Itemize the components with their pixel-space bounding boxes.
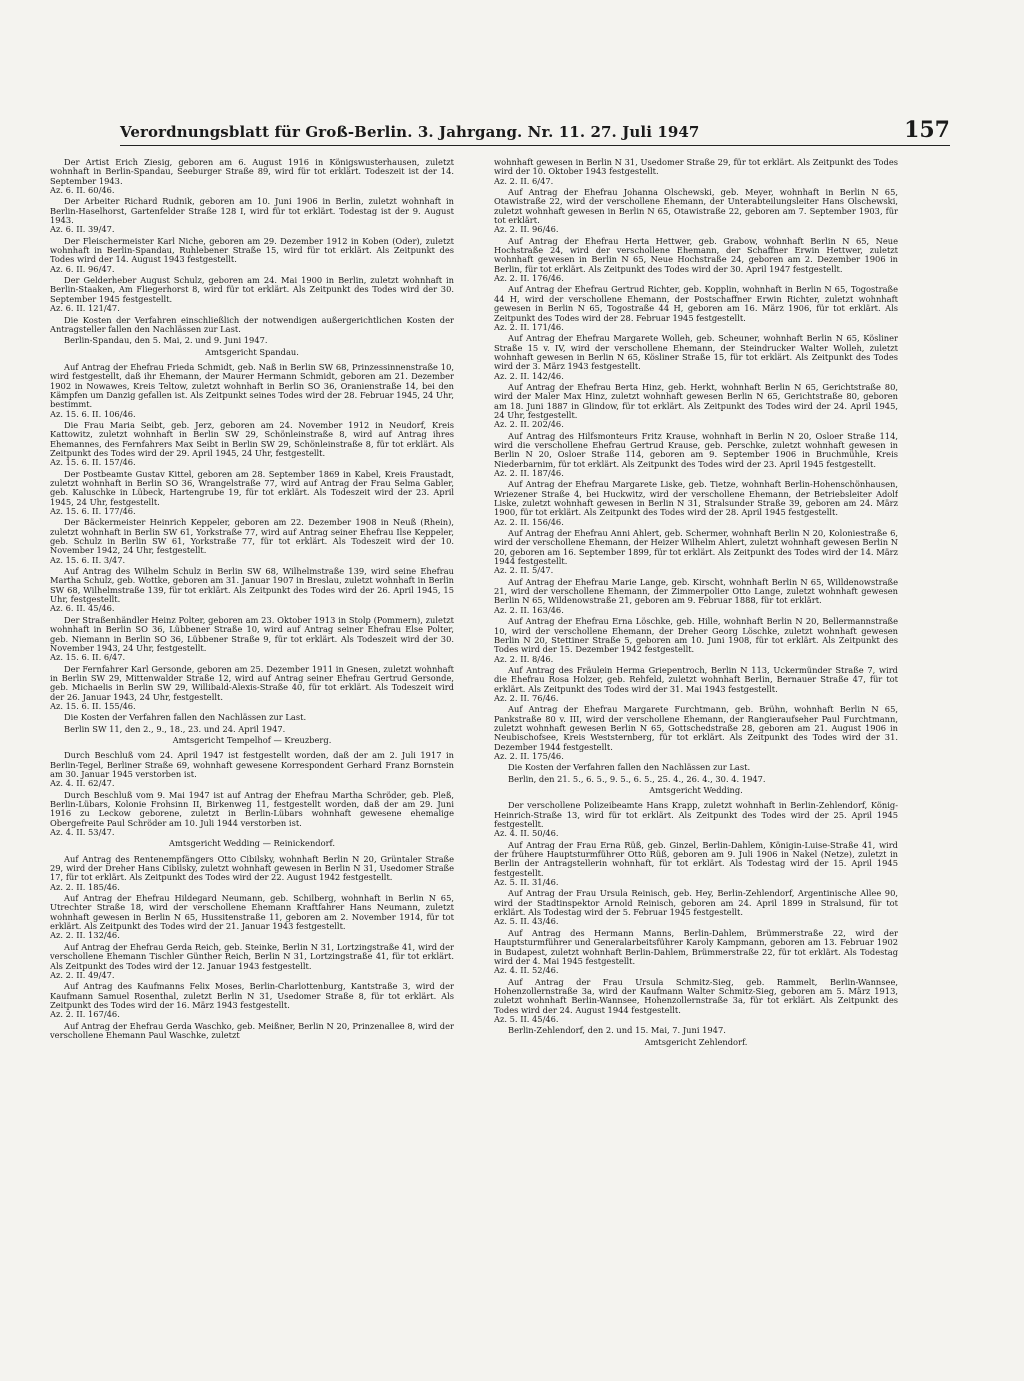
notice-entry [50, 470, 454, 517]
notice-text: Auf Antrag der Ehefrau Herta Hettwer, geb. Grabow, wohnhaft Berlin N 65, Neue Hochstraße 24, wird der verschollene Ehemann, der Schaffner Erwin Hettwer, zuletzt wohnhaft gewesen in Berlin N 65, Neue Hochstraße 24, geboren am 2. Dezember 1906 in Berlin, für tot erklärt. Als Zeitpunkt des Todes wird der 30. April 1947 festgestellt. [494, 235, 898, 274]
notice-entry [50, 616, 454, 663]
case-reference: Az. 5. II. 31/46. [494, 877, 559, 888]
notice-entry [494, 285, 898, 332]
notice-entry [494, 841, 898, 888]
notice-entry [50, 316, 454, 335]
notice-text: Auf Antrag der Ehefrau Margarete Wolleh, geb. Scheuner, wohnhaft Berlin N 65, Kösliner Straße 15 v. IV, wird der verschollene Ehemann, der Steindrucker Walter Wolleh, zuletzt wohnhaft gewesen in Berlin N 65, Kösliner Straße 15, für tot erklärt. Als Zeitpunkt des Todes wird der 3. März 1943 festgestellt. [494, 333, 898, 372]
notice-text: Die Frau Maria Seibt, geb. Jerz, geboren am 24. November 1912 in Neudorf, Kreis Kattowitz, zuletzt wohnhaft in Berlin SW 29, Schönleinstraße 8, wird auf Antrag ihres Ehemannes, des Fernfahrers Max Seibt in Berlin SW 29, Schönleinstraße 8, für tot erklärt. Als Zeitpunkt des Todes wird der 29. April 1945, 24 Uhr, festgestellt. [50, 419, 454, 458]
notice-entry [50, 336, 454, 357]
notice-entry [494, 889, 898, 926]
notice-text: Auf Antrag des Hilfsmonteurs Fritz Krause, wohnhaft in Berlin N 20, Osloer Straße 114, wird die verschollene Ehefrau Gertrud Krause, geb. Perschke, zuletzt wohnhaft gewesen in Berlin N 20, Osloer Straße 114, geboren am 9. September 1906 in Bruchmühle, Kreis Niederbarnim, für tot erklärt. Als Zeitpunkt des Todes wird der 23. April 1945 festgestellt. [494, 430, 898, 469]
notice-text: Die Kosten der Verfahren fallen den Nachlässen zur Last. [508, 762, 751, 773]
case-reference: Az. 2. II. 49/47. [50, 969, 115, 980]
notice-entry [494, 763, 898, 772]
notice-text: Durch Beschluß vom 24. April 1947 ist festgestellt worden, daß der am 2. Juli 1917 in Berlin-Tegel, Berliner Straße 69, wohnhaft gewesene Korrespondent Gerhard Franz Bornstein am 30. Januar 1945 verstorben ist. [50, 750, 454, 779]
notice-text: Auf Antrag des Rentenempfängers Otto Cibilsky, wohnhaft Berlin N 20, Grüntaler Straße 29, wird der Dreher Hans Cibilsky, zuletzt wohnhaft gewesen in Berlin N 31, Usedomer Straße 17, für tot erklärt. Als Zeitpunkt des Todes wird der 22. August 1942 festgestellt. [50, 853, 454, 883]
notice-entry [50, 567, 454, 614]
notice-text: Auf Antrag des Kaufmanns Felix Moses, Berlin-Charlottenburg, Kantstraße 3, wird der Kaufmann Samuel Rosenthal, zuletzt Berlin N 31, Usedomer Straße 8, für tot erklärt. Als Zeitpunkt des Todes wird der 16. März 1943 festgestellt. [50, 981, 454, 1010]
notice-entry [50, 839, 454, 848]
case-reference: Az. 6. II. 39/47. [50, 224, 115, 235]
notice-entry [50, 725, 454, 746]
case-reference: Az. 4. II. 53/47. [50, 827, 115, 838]
notice-entry [50, 855, 454, 892]
notice-text: Auf Antrag der Frau Ursula Reinisch, geb. Hey, Berlin-Zehlendorf, Argentinische Allee 90, wird der Stadtinspektor Arnold Reinisch, geboren am 24. April 1899 in Stralsund, für tot erklärt. Als Todestag wird der 5. Februar 1945 festgestellt. [494, 888, 898, 918]
notice-text: Der Artist Erich Ziesig, geboren am 6. August 1916 in Königswusterhausen, zuletzt wohnhaft in Berlin-Spandau, Seeburger Straße 89, wird für tot erklärt. Todeszeit ist der 14. September 1943. [50, 158, 454, 186]
notice-text: Auf Antrag der Ehefrau Berta Hinz, geb. Herkt, wohnhaft Berlin N 65, Gerichtstraße 80, wird der Maler Max Hinz, zuletzt wohnhaft gewesen Berlin N 65, Gerichtstraße 80, geboren am 18. Juni 1887 in Glindow, für tot erklärt. Als Zeitpunkt des Todes wird der 24. April 1945, 24 Uhr, festgestellt. [494, 381, 898, 420]
notice-entry [50, 276, 454, 313]
notice-text: Auf Antrag der Ehefrau Marie Lange, geb. Kirscht, wohnhaft Berlin N 65, Willdenowstraße 21, wird der verschollene Ehemann, der Zimmerpolier Otto Lange, zuletzt wohnhaft gewesen Berlin N 65, Wildenowstraße 21, geboren am 9. Februar 1888, für tot erklärt. [494, 576, 898, 606]
notice-text: Auf Antrag des Hermann Manns, Berlin-Dahlem, Brümmerstraße 22, wird der Hauptsturmführer und Generalarbeitsführer Karoly Kampmann, geboren am 13. Februar 1902 in Budapest, zuletzt wohnhaft Berlin-Dahlem, Brümmerstraße 22, für tot erklärt. Als Todestag wird der 4. Mai 1945 festgestellt. [494, 927, 898, 966]
notice-entry [494, 432, 898, 479]
notice-text: Durch Beschluß vom 9. Mai 1947 ist auf Antrag der Ehefrau Martha Schröder, geb. Pleß, Berlin-Lübars, Kolonie Frohsinn II, Birkenweg 11, festgestellt worden, daß der am 29. Juni 1916 zu Leckow geborene, zuletzt in Berlin-Lübars wohnhaft gewesene ehemalige Obergefreite Paul Schröder am 10. Juli 1944 verstorben ist. [50, 789, 454, 828]
case-reference: Az. 2. II. 76/46. [494, 692, 559, 703]
place-date-line: Berlin, den 21. 5., 6. 5., 9. 5., 6. 5., 25. 4., 26. 4., 30. 4. 1947. [508, 773, 766, 784]
notice-text: Auf Antrag der Ehefrau Gertrud Richter, geb. Kopplin, wohnhaft in Berlin N 65, Togostraße 44 H, wird der verschollene Ehemann, der Postschaffner Erwin Richter, zuletzt wohnhaft gewesen in Berlin N 65, Togostraße 44 H, geboren am 16. März 1906, für tot erklärt. Als Zeitpunkt des Todes wird der 28. Februar 1945 festgestellt. [494, 284, 898, 323]
notice-text: Der Bäckermeister Heinrich Keppeler, geboren am 22. Dezember 1908 in Neuß (Rhein), zuletzt wohnhaft in Berlin SW 61, Yorkstraße 77, wird auf Antrag seiner Ehefrau Ilse Keppeler, geb. Schulz in Berlin SW 61, Yorkstraße 77, für tot erklärt. Als Todeszeit wird der 10. November 1942, 24 Uhr, festgestellt. [50, 517, 454, 556]
page-header [120, 113, 950, 146]
right-column [494, 158, 898, 1373]
case-reference: Az. 2. II. 175/46. [494, 750, 564, 761]
notice-text: Auf Antrag der Ehefrau Margarete Furchtmann, geb. Brühn, wohnhaft Berlin N 65, Pankstraße 80 v. III, wird der verschollene Ehemann, der Rangieraufseher Paul Furchtmann, zuletzt wohnhaft gewesen Berlin N 65, Gottschedstraße 28, geboren am 21. August 1906 in Neubischofsee, Kreis Weststernberg, für tot erklärt. Als Zeitpunkt des Todes wird der 31. Dezember 1944 festgestellt. [494, 704, 898, 752]
case-reference: Az. 4. II. 50/46. [494, 828, 559, 839]
notice-text: Auf Antrag des Wilhelm Schulz in Berlin SW 68, Wilhelmstraße 139, wird seine Ehefrau Martha Schulz, geb. Wottke, geboren am 31. Januar 1907 in Breslau, zuletzt wohnhaft in Berlin SW 68, Wilhelmstraße 139, für tot erklärt. Als Zeitpunkt des Todes wird der 26. April 1945, 15 Uhr, festgestellt. [50, 566, 454, 605]
notice-text: wohnhaft gewesen in Berlin N 31, Usedomer Straße 29, für tot erklärt. Als Zeitpunkt des Todes wird der 10. Oktober 1943 festgestellt. [494, 158, 898, 177]
notice-text: Der Arbeiter Richard Rudnik, geboren am 10. Juni 1906 in Berlin, zuletzt wohnhaft in Berlin-Haselhorst, Gartenfelder Straße 128 I, wird für tot erklärt. Todestag ist der 9. August 1943. [50, 196, 454, 226]
notice-text: Auf Antrag der Ehefrau Anni Ahlert, geb. Schermer, wohnhaft Berlin N 20, Koloniestraße 6, wird der verschollene Ehemann, der Heizer Wilhelm Ahlert, zuletzt wohnhaft gewesen Berlin N 20, geboren am 16. September 1899, für tot erklärt. Als Zeitpunkt des Todes wird der 14. März 1944 festgestellt. [494, 528, 898, 567]
case-reference: Az. 15. 6. II. 6/47. [50, 652, 126, 663]
case-reference: Az. 5. II. 45/46. [494, 1013, 559, 1024]
notice-text: Der Fernfahrer Karl Gersonde, geboren am 25. Dezember 1911 in Gnesen, zuletzt wohnhaft in Berlin SW 29, Mittenwalder Straße 12, wird auf Antrag seiner Ehefrau Gertrud Gersonde, geb. Michaelis in Berlin SW 29, Willibald-Alexis-Straße 40, für tot erklärt. Als Todeszeit wird der 26. Januar 1943, 24 Uhr, festgestellt. [50, 663, 454, 702]
notice-entry [494, 978, 898, 1025]
notice-entry [494, 705, 898, 761]
notice-entry [50, 421, 454, 468]
notice-entry [50, 791, 454, 838]
notice-text: Auf Antrag der Ehefrau Margarete Liske, geb. Tietze, wohnhaft Berlin-Hohenschönhausen, Wriezener Straße 4, bei Huckwitz, wird der verschollene Ehemann, der Betriebsleiter Adolf Liske, zuletzt wohnhaft gewesen in Berlin N 31, Stralsunder Straße 39, geboren am 24. März 1900, für tot erklärt. Als Zeitpunkt des Todes wird der 28. April 1945 festgestellt. [494, 479, 898, 518]
notice-entry [50, 894, 454, 941]
notice-text: Die Kosten der Verfahren fallen den Nachlässen zur Last. [64, 712, 307, 723]
notice-entry [50, 982, 454, 1019]
notice-text: Der Postbeamte Gustav Kittel, geboren am 28. September 1869 in Kabel, Kreis Fraustadt, zuletzt wohnhaft in Berlin SO 36, Wrangelstraße 77, wird auf Antrag der Frau Selma Gabler, geb. Kaluschke in Lübeck, Hartengrube 19, für tot erklärt. Als Todeszeit wird der 23. April 1945, 24 Uhr, festgestellt. [50, 468, 454, 507]
notice-entry [494, 1026, 898, 1047]
case-reference: Az. 2. II. 6/47. [494, 175, 554, 186]
notice-entry [494, 529, 898, 576]
notice-entry [494, 383, 898, 430]
left-column [50, 158, 454, 1373]
case-reference: Az. 2. II. 5/47. [494, 565, 554, 576]
case-reference: Az. 2. II. 171/46. [494, 321, 564, 332]
notice-text: Auf Antrag der Ehefrau Gerda Waschko, geb. Meißner, Berlin N 20, Prinzenallee 8, wird der verschollene Ehemann Paul Waschke, zuletzt [50, 1020, 454, 1040]
notice-text: Auf Antrag der Frau Erna Rüß, geb. Ginzel, Berlin-Dahlem, Königin-Luise-Straße 41, wird der frühere Hauptsturmführer Otto Rüß, geboren am 9. Juli 1906 in Nakel (Netze), zuletzt in Berlin der Antragstellerin wohnhaft, für tot erklärt. Als Todestag wird der 15. April 1945 festgestellt. [494, 839, 898, 878]
court-signature: Amtsgericht Spandau. [205, 346, 299, 357]
notice-entry [50, 158, 454, 195]
notice-text: Der verschollene Polizeibeamte Hans Krapp, zuletzt wohnhaft in Berlin-Zehlendorf, König-Heinrich-Straße 13, wird für tot erklärt. Als Zeitpunkt des Todes wird der 25. April 1945 festgestellt. [494, 800, 898, 830]
notice-text: Die Kosten der Verfahren einschließlich der notwendigen außergerichtlichen Kosten der Antragsteller fallen den Nachlässen zur Last. [50, 314, 454, 334]
notice-entry [50, 751, 454, 788]
case-reference: Az. 2. II. 8/46. [494, 653, 554, 664]
place-date-line: Berlin-Spandau, den 5. Mai, 2. und 9. Juni 1947. [64, 335, 268, 346]
case-reference: Az. 6. II. 60/46. [50, 185, 115, 196]
court-signature: Amtsgericht Zehlendorf. [644, 1036, 748, 1047]
case-reference: Az. 4. II. 62/47. [50, 778, 115, 789]
notice-text: Der Gelderheber August Schulz, geboren am 24. Mai 1900 in Berlin, zuletzt wohnhaft in Berlin-Staaken, Am Fliegerhorst 8, wird für tot erklärt. Als Zeitpunkt des Todes wird der 30. September 1945 festgestellt. [50, 275, 454, 304]
case-reference: Az. 15. 6. II. 3/47. [50, 554, 126, 565]
journal-title: Verordnungsblatt für Groß-Berlin. 3. Jahrgang. Nr. 11. 27. Juli 1947 [120, 123, 700, 141]
case-reference: Az. 2. II. 176/46. [494, 273, 564, 284]
notice-entry [494, 775, 898, 796]
case-reference: Az. 2. II. 167/46. [50, 1009, 120, 1020]
notice-entry [50, 943, 454, 980]
page-number: 157 [904, 117, 950, 143]
notice-entry [50, 1022, 454, 1041]
case-reference: Az. 6. II. 96/47. [50, 263, 115, 274]
case-reference: Az. 5. II. 43/46. [494, 916, 559, 927]
notice-text: Der Straßenhändler Heinz Polter, geboren am 23. Oktober 1913 in Stolp (Pommern), zuletzt wohnhaft in Berlin SO 36, Lübbener Straße 10, wird auf Antrag seiner Ehefrau Else Polter, geb. Niemann in Berlin SO 36, Lübbener Straße 9, für tot erklärt. Als Todeszeit wird der 30. November 1943, 24 Uhr, festgestellt. [50, 614, 454, 653]
notice-entry [50, 237, 454, 274]
notice-text: Auf Antrag der Ehefrau Gerda Reich, geb. Steinke, Berlin N 31, Lortzingstraße 41, wird der verschollene Ehemann Tischler Günther Reich, Berlin N 31, Lortzingstraße 41, für tot erklärt. Als Zeitpunkt des Todes wird der 12. Januar 1943 festgestellt. [50, 941, 454, 971]
case-reference: Az. 6. II. 121/47. [50, 303, 120, 314]
case-reference: Az. 4. II. 52/46. [494, 965, 559, 976]
notice-entry [494, 578, 898, 615]
notice-entry [50, 518, 454, 565]
notice-text: Auf Antrag der Ehefrau Johanna Olschewski, geb. Meyer, wohnhaft in Berlin N 65, Otawistraße 22, wird der verschollene Ehemann, der Unterabteilungsleiter Hans Olschewski, zuletzt wohnhaft gewesen in Berlin N 65, Otawistraße 22, geboren am 7. September 1903, für tot erklärt. [494, 187, 898, 226]
case-reference: Az. 2. II. 202/46. [494, 419, 564, 430]
notice-text: Der Fleischermeister Karl Niche, geboren am 29. Dezember 1912 in Koben (Oder), zuletzt wohnhaft in Berlin-Spandau, Ruhlebener Straße 15, wird für tot erklärt. Als Zeitpunkt des Todes wird der 14. August 1943 festgestellt. [50, 235, 454, 265]
case-reference: Az. 15. 6. II. 177/46. [50, 506, 136, 517]
case-reference: Az. 2. II. 156/46. [494, 516, 564, 527]
case-reference: Az. 2. II. 96/46. [494, 224, 559, 235]
notice-entry [494, 188, 898, 235]
case-reference: Az. 15. 6. II. 157/46. [50, 457, 136, 468]
case-reference: Az. 6. II. 45/46. [50, 603, 115, 614]
notice-text: Auf Antrag der Frau Ursula Schmitz-Sieg, geb. Rammelt, Berlin-Wannsee, Hohenzollernstraße 3a, wird der Kaufmann Walter Schmitz-Sieg, geboren am 5. März 1913, zuletzt wohnhaft Berlin-Wannsee, Hohenzollernstraße 3a, für tot erklärt. Als Zeitpunkt des Todes wird der 24. August 1944 festgestellt. [494, 976, 898, 1015]
case-reference: Az. 2. II. 142/46. [494, 370, 564, 381]
notice-entry [50, 197, 454, 234]
place-date-line: Berlin-Zehlendorf, den 2. und 15. Mai, 7. Juni 1947. [508, 1025, 726, 1036]
case-reference: Az. 2. II. 187/46. [494, 468, 564, 478]
court-signature: Amtsgericht Tempelhof — Kreuzberg. [172, 734, 332, 745]
notice-entry [50, 363, 454, 419]
notice-text: Auf Antrag des Fräulein Herma Griepentroch, Berlin N 113, Uckermünder Straße 7, wird die Ehefrau Rosa Holzer, geb. Rehfeld, zuletzt wohnhaft Berlin, Bernauer Straße 47, für tot erklärt. Als Zeitpunkt des Todes wird der 31. Mai 1943 festgestellt. [494, 664, 898, 694]
notice-text: Auf Antrag der Ehefrau Frieda Schmidt, geb. Naß in Berlin SW 68, Prinzessinnenstraße 10, wird festgestellt, daß ihr Ehemann, der Maurer Hermann Schmidt, geboren am 21. Dezember 1902 in Nowawes, Kreis Teltow, zuletzt wohnhaft in Berlin SO 36, Oranienstraße 14, bei den Kämpfen um Danzig gefallen ist. Als Zeitpunkt seines Todes wird der 28. Februar 1945, 24 Uhr, bestimmt. [50, 361, 454, 410]
case-reference: Az. 2. II. 163/46. [494, 604, 564, 615]
notice-entry [494, 237, 898, 284]
notice-text: Auf Antrag der Ehefrau Hildegard Neumann, geb. Schilberg, wohnhaft in Berlin N 65, Utrechter Straße 18, wird der verschollene Ehemann Kraftfahrer Hans Neumann, zuletzt wohnhaft gewesen in Berlin N 65, Hussitenstraße 11, geboren am 2. November 1914, für tot erklärt. Als Zeitpunkt des Todes wird der 21. Januar 1943 festgestellt. [50, 893, 454, 932]
court-signature: Amtsgericht Wedding. [649, 785, 743, 795]
notice-entry [494, 158, 898, 186]
case-reference: Az. 15. 6. II. 155/46. [50, 700, 136, 711]
place-date-line: Berlin SW 11, den 2., 9., 18., 23. und 24. April 1947. [64, 723, 286, 734]
notice-entry [494, 480, 898, 527]
notice-text: Auf Antrag der Ehefrau Erna Löschke, geb. Hille, wohnhaft Berlin N 20, Bellermannstraße 10, wird der verschollene Ehemann, der Dreher Georg Löschke, zuletzt wohnhaft gewesen Berlin N 20, Stettiner Straße 5, geboren am 10. Juni 1908, für tot erklärt. Als Zeitpunkt des Todes wird der 15. Dezember 1942 festgestellt. [494, 616, 898, 655]
notice-entry [494, 666, 898, 703]
notice-entry [494, 801, 898, 838]
notice-entry [494, 334, 898, 381]
notice-entry [50, 665, 454, 712]
notice-entry [494, 929, 898, 976]
case-reference: Az. 2. II. 185/46. [50, 881, 120, 892]
notice-entry [50, 713, 454, 722]
case-reference: Az. 15. 6. II. 106/46. [50, 408, 136, 419]
notice-entry [494, 617, 898, 664]
court-signature: Amtsgericht Wedding — Reinickendorf. [169, 838, 335, 849]
case-reference: Az. 2. II. 132/46. [50, 930, 120, 941]
